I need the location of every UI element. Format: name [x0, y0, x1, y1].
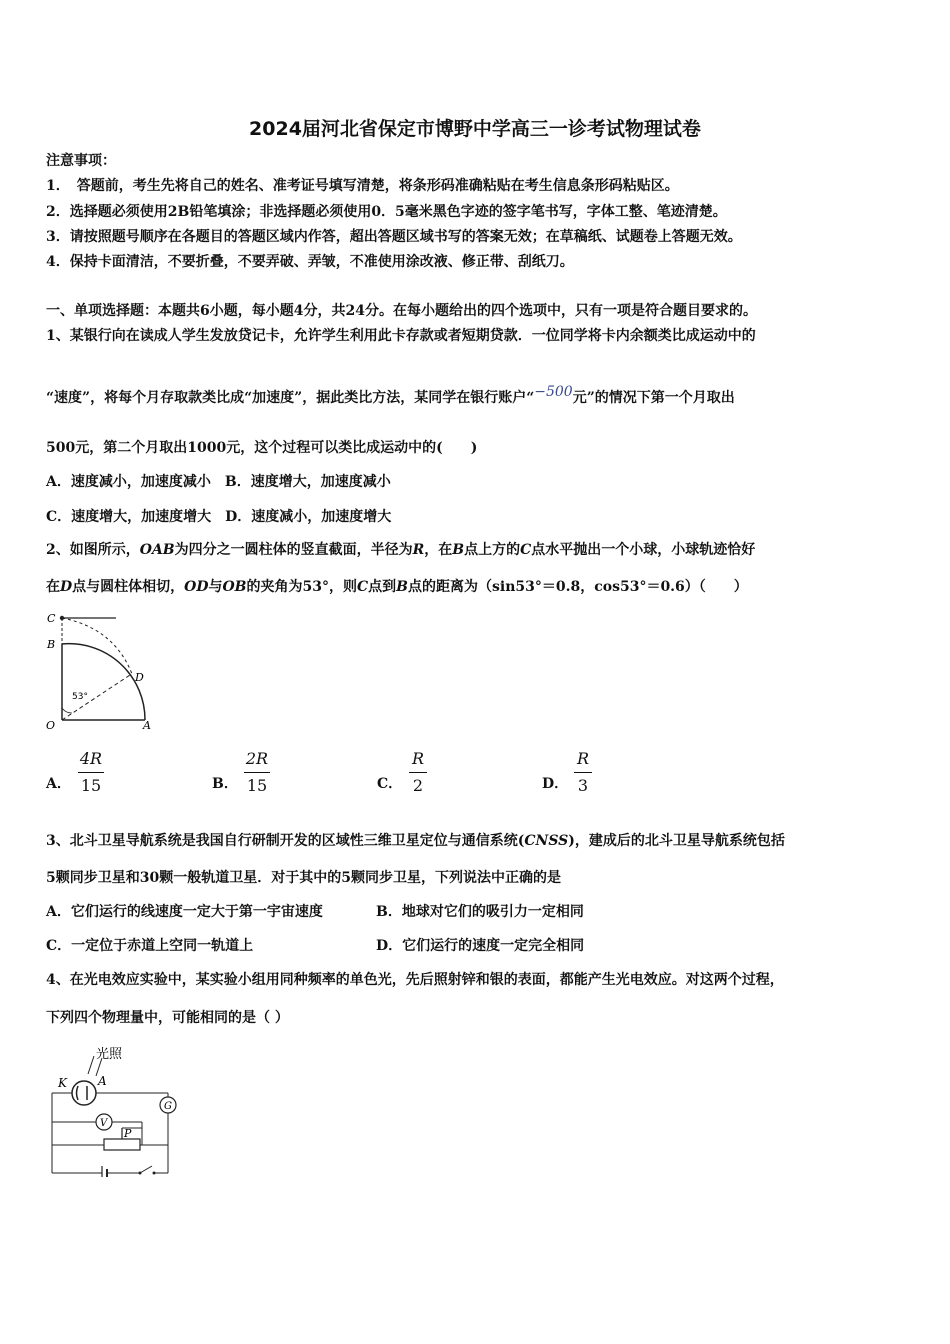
switch-contact: [139, 1172, 142, 1175]
q1-options-cd: C．速度增大，加速度增大 D．速度减小，加速度增大: [46, 509, 392, 525]
var-b: B: [396, 579, 408, 595]
q3-option-d: D．它们运行的速度一定完全相同: [376, 938, 585, 954]
numerator: 2R: [245, 749, 269, 768]
label-p: P: [124, 1127, 132, 1140]
text: 3、北斗卫星导航系统是我国自行研制开发的区域性三维卫星定位与通信系统(: [46, 833, 525, 849]
phototube: [72, 1081, 96, 1105]
var-oab: OAB: [139, 542, 175, 558]
q1-line2a: “速度”，将每个月存取款类比成“加速度”，据此类比方法，某同学在银行账户“: [46, 390, 535, 406]
option-label: B．: [212, 776, 238, 792]
var-c: C: [357, 579, 369, 595]
text: 在: [46, 579, 60, 595]
q3-option-b: B．地球对它们的吸引力一定相同: [376, 904, 584, 920]
numerator: R: [411, 749, 425, 768]
text: 点的距离为（sin53°＝0.8，cos53°＝0.6）（ ）: [408, 579, 748, 595]
label-o: O: [46, 719, 56, 732]
page-title: 2024届河北省保定市博野中学高三一诊考试物理试卷: [249, 118, 701, 140]
q1-line3: 500元，第二个月取出1000元，这个过程可以类比成运动中的( ): [46, 440, 478, 456]
notice-item: 4．保持卡面清洁，不要折叠，不要弄破、弄皱，不准使用涂改液、修正带、刮纸刀。: [46, 254, 574, 270]
var-od: OD: [184, 579, 209, 595]
numerator: R: [576, 749, 590, 768]
var-r: R: [412, 542, 425, 558]
denominator: 15: [80, 776, 102, 795]
q1-line2b: 元”的情况下第一个月取出: [572, 390, 735, 406]
arc-ab: [62, 644, 145, 720]
notice-item: 2．选择题必须使用2B铅笔填涂；非选择题必须使用0．5毫米黑色字迹的签字笔书写，字体工整、笔迹清楚。: [46, 204, 727, 220]
text: 与: [208, 579, 223, 595]
angle-arc: [62, 708, 72, 713]
var-cnss: CNSS: [524, 833, 569, 849]
q2-quarter-circle-figure: [44, 608, 164, 733]
var-d: D: [60, 579, 73, 595]
text: 的夹角为53°，则: [246, 579, 357, 595]
rheostat: [104, 1139, 140, 1150]
label-g: G: [164, 1101, 172, 1112]
label-d: D: [135, 671, 144, 684]
notice-item: 3．请按照题号顺序在各题目的答题区域内作答，超出答题区域书写的答案无效；在草稿纸、试题卷上答题无效。: [46, 229, 742, 245]
label-k: K: [58, 1076, 67, 1090]
numerator: 4R: [79, 749, 103, 768]
label-a: A: [98, 1074, 107, 1088]
label-c: C: [47, 612, 56, 625]
label-a: A: [143, 719, 151, 732]
denominator: 2: [412, 776, 424, 795]
fraction: [78, 748, 104, 797]
angle-label: 53°: [72, 692, 88, 702]
var-ob: OB: [222, 579, 247, 595]
text: 点与圆柱体相切，: [72, 579, 185, 595]
notice-heading: 注意事项：: [46, 153, 116, 169]
text: 2、如图所示，: [46, 542, 140, 558]
option-label: D．: [542, 776, 569, 792]
light-arrow: [88, 1056, 94, 1074]
denominator: 3: [577, 776, 589, 795]
q1-line1: 1、某银行向在读成人学生发放贷记卡，允许学生利用此卡存款或者短期贷款．一位同学将卡内余额类比成运动中的: [46, 328, 756, 344]
q3-option-c: C．一定位于赤道上空同一轨道上: [46, 938, 254, 954]
option-label: A．: [46, 776, 71, 792]
section-heading: 一、单项选择题：本题共6小题，每小题4分，共24分。在每小题给出的四个选项中，只有一项是符合题目要求的。: [46, 303, 757, 319]
q3-line1: [46, 832, 785, 850]
cathode: [77, 1086, 79, 1100]
q1-options-ab: A．速度减小，加速度减小 B．速度增大，加速度减小: [46, 474, 391, 490]
text: 为四分之一圆柱体的竖直截面，半径为: [174, 542, 413, 558]
q1-line2: [46, 384, 735, 407]
q2-line2: [46, 578, 748, 596]
text: )，建成后的北斗卫星导航系统包括: [568, 833, 785, 849]
text: ，在: [424, 542, 453, 558]
var-c: C: [520, 542, 532, 558]
switch: [140, 1166, 152, 1173]
denominator: 15: [246, 776, 268, 795]
var-b: B: [452, 542, 465, 558]
label-b: B: [47, 638, 56, 651]
fraction: [574, 748, 592, 797]
q3-line2: 5颗同步卫星和30颗一般轨道卫星．对于其中的5颗同步卫星，下列说法中正确的是: [46, 870, 561, 886]
light-label: 光照: [96, 1047, 123, 1062]
fraction: [409, 748, 427, 797]
q1-amount: −500: [534, 384, 573, 400]
q4-line2: 下列四个物理量中，可能相同的是（ ）: [46, 1010, 289, 1026]
fraction: [244, 748, 270, 797]
option-label: C．: [377, 776, 403, 792]
q4-line1: 4、在光电效应实验中，某实验小组用同种频率的单色光，先后照射锌和银的表面，都能产生光电效应。对这两个过程，: [46, 972, 784, 988]
q2-line1: [46, 541, 755, 559]
text: 点上方的: [464, 542, 521, 558]
notice-item: 1． 答题前，考生先将自己的姓名、准考证号填写清楚，将条形码准确粘贴在考生信息条形码粘贴区。: [46, 178, 679, 194]
ball-dot: [60, 616, 64, 620]
text: 点水平抛出一个小球，小球轨迹恰好: [531, 542, 756, 558]
label-v: V: [100, 1118, 108, 1129]
q4-circuit-figure: [44, 1042, 194, 1177]
q3-option-a: A．它们运行的线速度一定大于第一宇宙速度: [46, 904, 323, 920]
text: 点到: [368, 579, 397, 595]
